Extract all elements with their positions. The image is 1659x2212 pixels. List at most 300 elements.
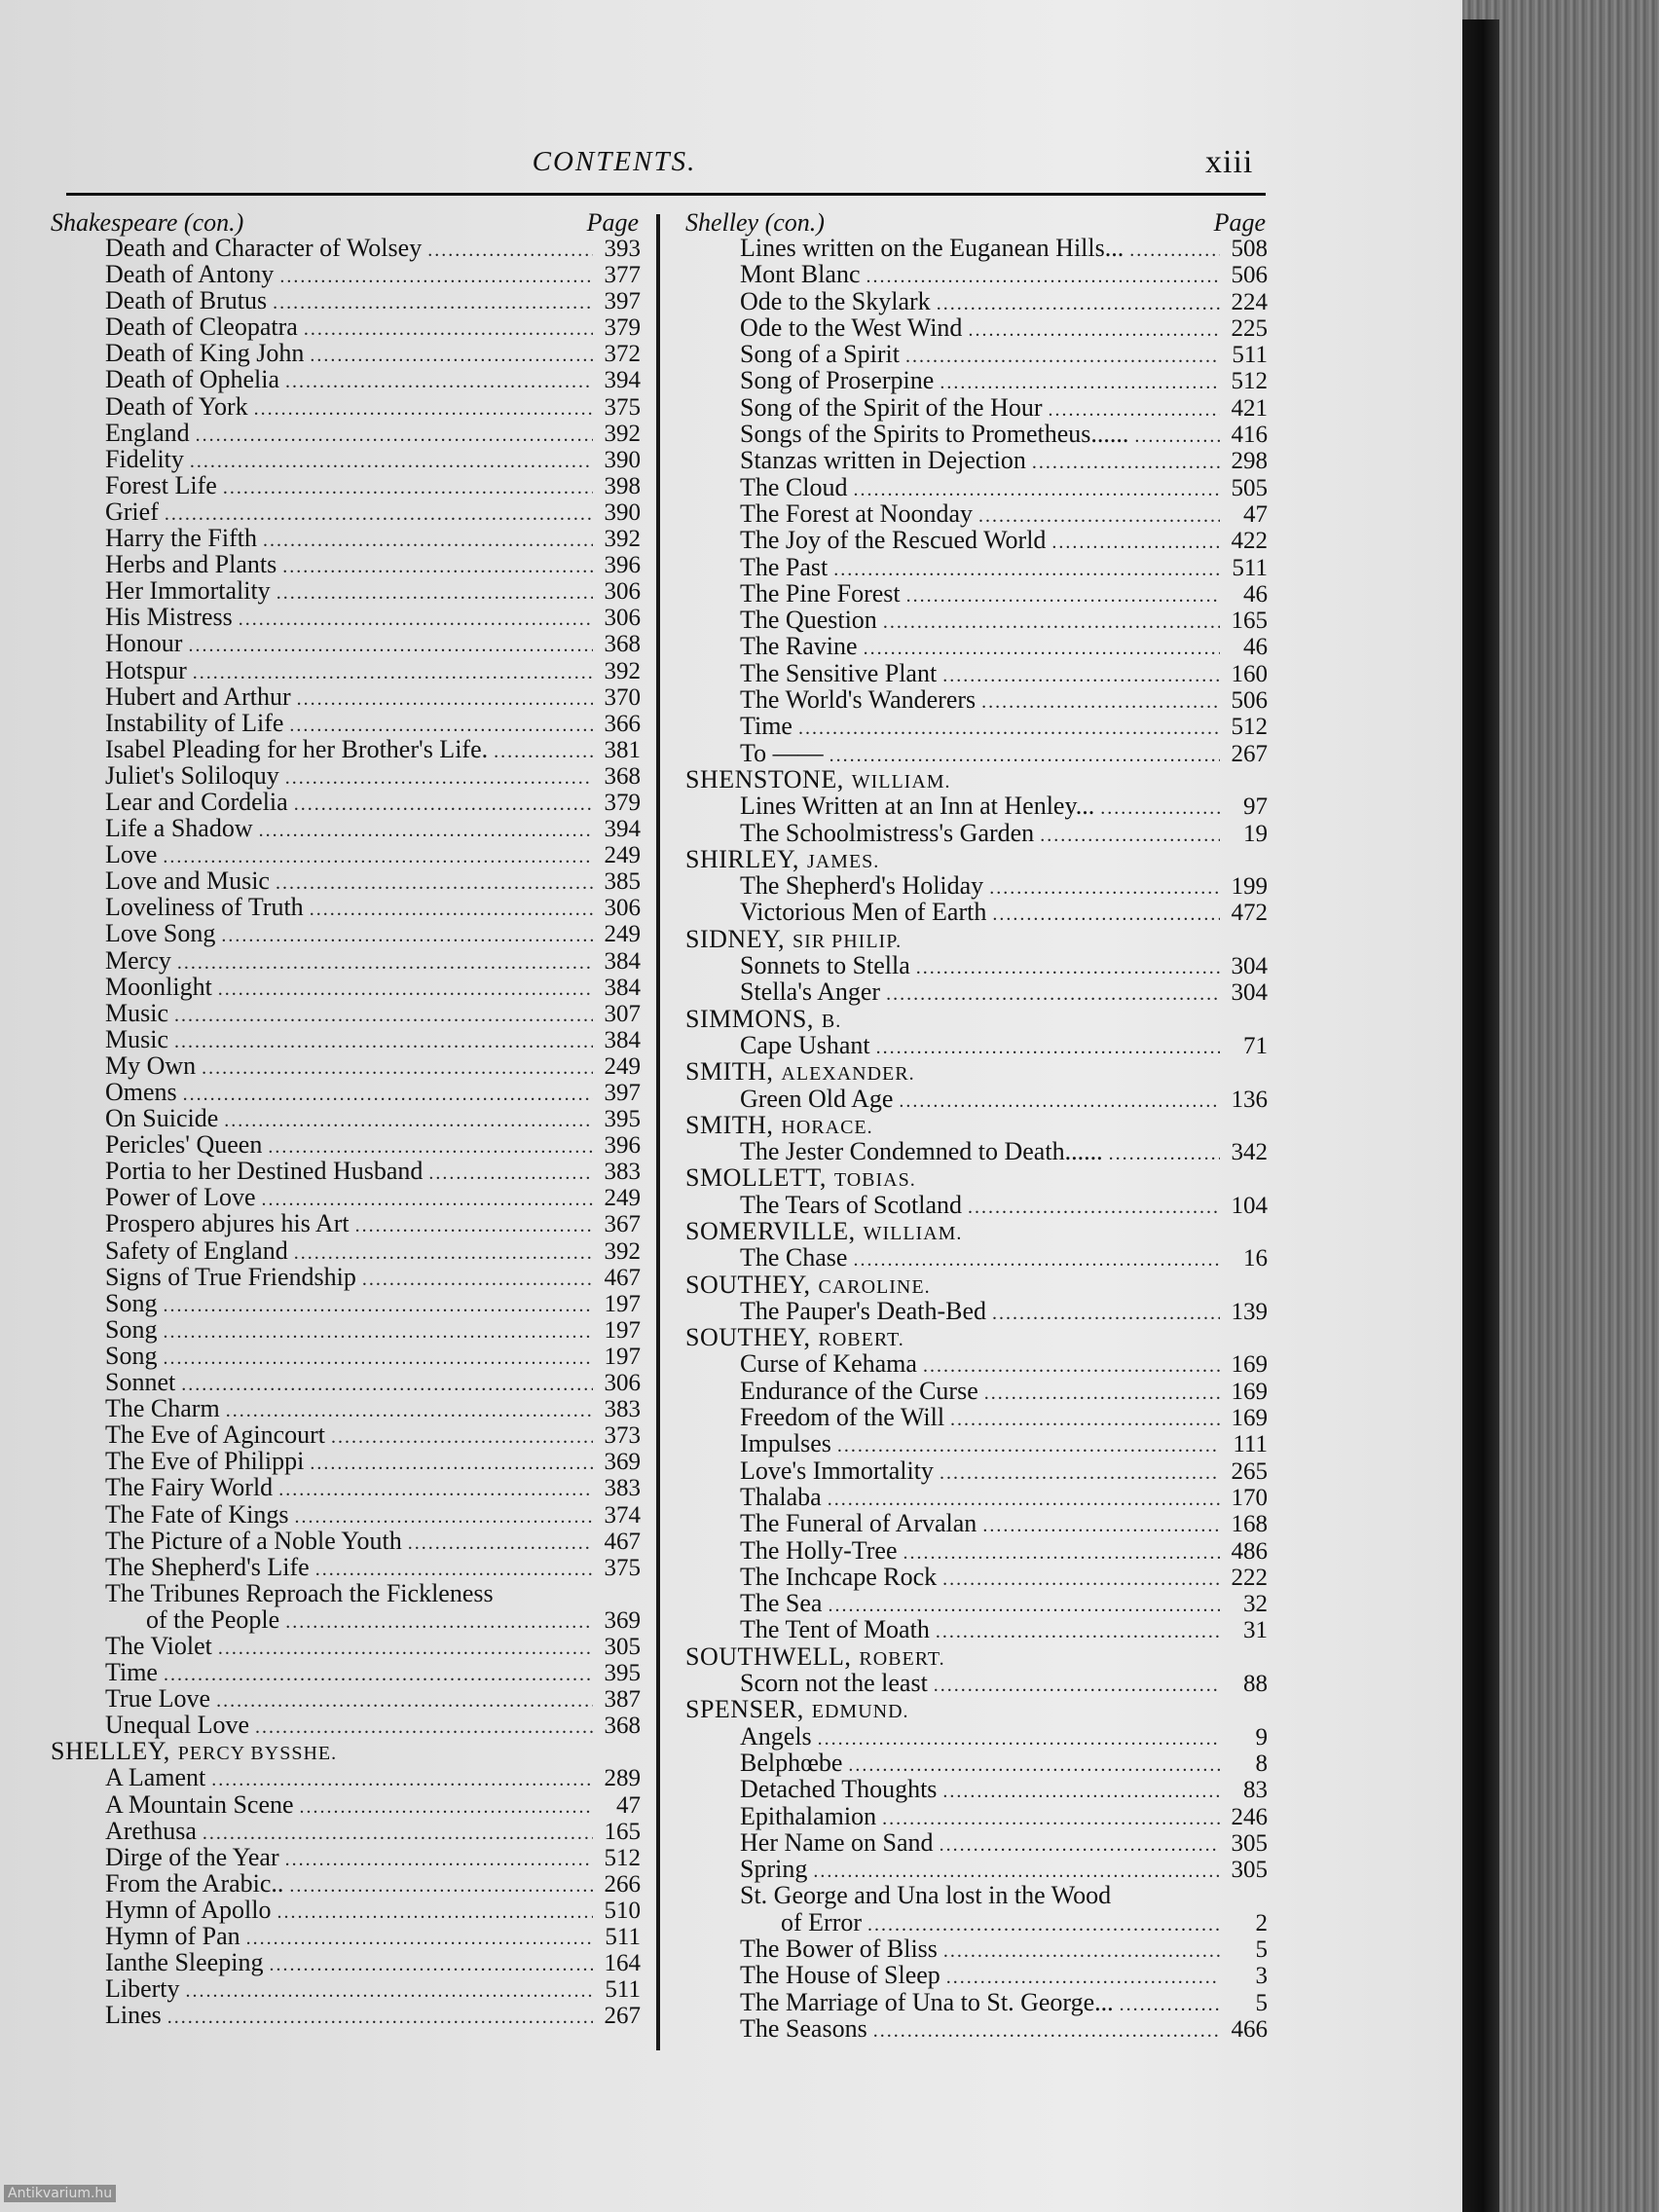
dot-leader xyxy=(310,343,593,369)
dot-leader xyxy=(276,580,593,607)
entry-title: The Shepherd's Holiday xyxy=(740,871,984,901)
entry-title: The Tribunes Reproach the Fickleness xyxy=(105,1578,494,1607)
entry-page-number: 305 xyxy=(1231,1829,1268,1857)
author-surname: SMITH, xyxy=(685,1057,774,1087)
dot-leader xyxy=(304,316,593,343)
toc-entry xyxy=(51,604,641,630)
entry-page-number: 168 xyxy=(1231,1511,1268,1538)
entry-page-number: 136 xyxy=(1231,1086,1268,1113)
author-given-name: PERCY BYSSHE. xyxy=(177,1743,338,1765)
toc-entry xyxy=(51,1343,641,1369)
entry-page-number: 165 xyxy=(1231,608,1268,635)
entry-title: Herbs and Plants xyxy=(105,550,277,579)
entry-title: Her Name on Sand xyxy=(740,1827,934,1857)
toc-entry xyxy=(685,820,1268,846)
dot-leader xyxy=(934,1673,1220,1699)
author-given-name: HORACE. xyxy=(781,1116,873,1138)
author-surname: SIMMONS, xyxy=(685,1004,814,1033)
entry-title: The Cloud xyxy=(740,472,848,501)
dot-leader xyxy=(1129,238,1220,264)
entry-page-number: 505 xyxy=(1231,474,1268,501)
toc-entry xyxy=(685,1138,1268,1164)
dot-leader xyxy=(886,981,1220,1008)
entry-title: Moonlight xyxy=(105,972,212,1001)
toc-entry xyxy=(685,314,1268,341)
toc-entry xyxy=(51,446,641,472)
entry-page-number: 197 xyxy=(604,1290,641,1317)
dot-leader xyxy=(285,1609,593,1636)
toc-entry xyxy=(685,1298,1268,1324)
toc-entry xyxy=(685,1192,1268,1218)
entry-page-number: 416 xyxy=(1231,422,1268,449)
toc-entry xyxy=(51,1131,641,1158)
entry-page-number: 289 xyxy=(604,1765,641,1792)
toc-entry xyxy=(685,235,1268,261)
entry-page-number: 47 xyxy=(1243,500,1268,528)
entry-page-number: 392 xyxy=(604,526,641,553)
dot-leader xyxy=(310,897,593,923)
entry-title: Death and Character of Wolsey xyxy=(105,234,423,262)
dot-leader xyxy=(853,1247,1220,1273)
author-surname: SOUTHEY, xyxy=(685,1323,811,1352)
entry-page-number: 374 xyxy=(604,1501,641,1529)
toc-entry xyxy=(685,1590,1268,1616)
entry-page-number: 9 xyxy=(1255,1723,1268,1751)
entry-title: His Mistress xyxy=(105,603,233,632)
right-column xyxy=(685,208,1268,2042)
toc-entry xyxy=(51,947,641,974)
right-entry-list xyxy=(685,235,1268,2042)
entry-page-number: 3 xyxy=(1255,1963,1268,1990)
entry-page-number: 267 xyxy=(604,2003,641,2030)
dot-leader xyxy=(297,686,593,713)
toc-entry xyxy=(51,287,641,313)
entry-page-number: 164 xyxy=(604,1950,641,1977)
author-surname: SHENSTONE, xyxy=(685,764,844,793)
entry-title: Music xyxy=(105,998,168,1027)
entry-title: Lines Written at an Inn at Henley... xyxy=(740,792,1095,821)
left-column-heading xyxy=(51,208,641,235)
dot-leader xyxy=(163,1319,593,1346)
entry-title: Juliet's Soliloquy xyxy=(105,760,279,790)
entry-page-number: 370 xyxy=(604,683,641,711)
entry-title: Forest Life xyxy=(105,470,217,499)
toc-entry xyxy=(51,551,641,577)
dot-leader xyxy=(167,2005,593,2031)
entry-title: The Sea xyxy=(740,1589,823,1618)
entry-page-number: 467 xyxy=(604,1528,641,1555)
toc-entry xyxy=(51,1870,641,1897)
entry-page-number: 225 xyxy=(1231,314,1268,342)
toc-entry xyxy=(51,1791,641,1818)
entry-page-number: 512 xyxy=(1231,714,1268,741)
entry-page-number: 511 xyxy=(1232,342,1268,369)
entry-title: On Suicide xyxy=(105,1104,219,1133)
entry-title: Hubert and Arthur xyxy=(105,682,291,711)
toc-entry xyxy=(51,1421,641,1448)
author-heading xyxy=(685,1006,1268,1032)
entry-title: Songs of the Spirits to Prometheus...... xyxy=(740,420,1129,449)
dot-leader xyxy=(259,818,593,844)
toc-entry xyxy=(51,261,641,287)
column-author-heading: Shelley (con.) xyxy=(685,208,825,237)
dot-leader xyxy=(285,765,593,792)
dot-leader xyxy=(936,1619,1220,1645)
entry-page-number: 306 xyxy=(604,895,641,922)
author-heading xyxy=(685,766,1268,793)
toc-entry xyxy=(685,1856,1268,1882)
dot-leader xyxy=(940,1460,1220,1487)
entry-page-number: 383 xyxy=(604,1159,641,1186)
dot-leader xyxy=(285,1847,593,1873)
author-heading xyxy=(51,1738,641,1764)
entry-page-number: 46 xyxy=(1243,580,1268,608)
entry-page-number: 384 xyxy=(604,1026,641,1053)
dot-leader xyxy=(1040,823,1220,849)
toc-entry xyxy=(685,1962,1268,1988)
toc-entry xyxy=(685,1989,1268,2015)
column-rule xyxy=(656,214,660,2050)
entry-title: From the Arabic.. xyxy=(105,1868,284,1898)
toc-entry xyxy=(51,1369,641,1395)
entry-title: Impulses xyxy=(740,1429,831,1458)
entry-title: The Picture of a Noble Youth xyxy=(105,1526,402,1555)
entry-page-number: 307 xyxy=(604,1000,641,1027)
dot-leader xyxy=(992,1301,1220,1327)
dot-leader xyxy=(294,792,593,818)
toc-entry xyxy=(685,1803,1268,1829)
toc-entry xyxy=(685,1750,1268,1776)
entry-title: Love xyxy=(105,840,158,869)
entry-page-number: 367 xyxy=(604,1211,641,1238)
dot-leader xyxy=(942,1567,1220,1593)
dot-leader xyxy=(942,663,1220,689)
entry-page-number: 199 xyxy=(1231,873,1268,901)
entry-page-number: 381 xyxy=(604,736,641,763)
dot-leader xyxy=(223,475,593,501)
entry-title: The Bower of Bliss xyxy=(740,1935,938,1963)
dot-leader xyxy=(218,977,593,1003)
entry-page-number: 390 xyxy=(604,446,641,473)
toc-entry xyxy=(685,1882,1268,1908)
entry-page-number: 197 xyxy=(604,1343,641,1370)
toc-entry xyxy=(51,657,641,683)
dot-leader xyxy=(408,1530,593,1557)
entry-title: Lear and Cordelia xyxy=(105,787,288,816)
toc-entry xyxy=(685,978,1268,1005)
entry-title: Fidelity xyxy=(105,444,184,473)
entry-page-number: 46 xyxy=(1243,634,1268,661)
entry-title: The Inchcape Rock xyxy=(740,1562,938,1591)
entry-page-number: 160 xyxy=(1231,660,1268,687)
toc-entry xyxy=(51,313,641,340)
entry-title: Scorn not the least xyxy=(740,1669,928,1698)
entry-title: St. George and Una lost in the Wood xyxy=(740,1881,1112,1910)
toc-entry xyxy=(51,762,641,789)
entry-page-number: 394 xyxy=(604,816,641,843)
entry-page-number: 249 xyxy=(604,921,641,948)
entry-page-number: 379 xyxy=(604,789,641,816)
dot-leader xyxy=(798,716,1220,742)
dot-leader xyxy=(992,902,1220,928)
entry-page-number: 398 xyxy=(604,472,641,499)
entry-page-number: 97 xyxy=(1243,793,1268,821)
entry-title: Angels xyxy=(740,1721,812,1751)
entry-title: True Love xyxy=(105,1684,211,1714)
entry-page-number: 396 xyxy=(604,552,641,579)
entry-title: Pericles' Queen xyxy=(105,1130,263,1160)
toc-entry xyxy=(685,1244,1268,1271)
author-heading xyxy=(685,1218,1268,1244)
header-rule xyxy=(66,193,1266,196)
entry-page-number: 249 xyxy=(604,1052,641,1080)
toc-entry xyxy=(51,920,641,946)
entry-page-number: 508 xyxy=(1231,236,1268,262)
entry-title: Instability of Life xyxy=(105,708,284,737)
author-surname: SOUTHWELL, xyxy=(685,1641,852,1671)
entry-page-number: 397 xyxy=(604,288,641,315)
entry-title: Epithalamion xyxy=(740,1801,877,1830)
toc-entry xyxy=(51,1000,641,1026)
toc-entry xyxy=(51,867,641,894)
entry-title: A Mountain Scene xyxy=(105,1789,294,1819)
entry-title: Cape Ushant xyxy=(740,1030,870,1059)
author-surname: SIDNEY, xyxy=(685,924,785,953)
toc-entry xyxy=(685,367,1268,393)
entry-page-number: 249 xyxy=(604,1185,641,1212)
entry-title: Freedom of the Will xyxy=(740,1403,945,1432)
dot-leader xyxy=(218,1636,593,1662)
toc-entry xyxy=(685,2015,1268,2042)
dot-leader xyxy=(1032,450,1220,476)
toc-entry xyxy=(685,952,1268,978)
toc-entry xyxy=(51,1528,641,1554)
author-given-name: ROBERT. xyxy=(818,1329,904,1351)
entry-title: Lines written on the Euganean Hills... xyxy=(740,234,1124,262)
entry-page-number: 384 xyxy=(604,947,641,975)
entry-title: Song xyxy=(105,1341,158,1370)
toc-entry xyxy=(685,633,1268,659)
dot-leader xyxy=(174,1003,593,1029)
entry-title: Power of Love xyxy=(105,1183,256,1212)
toc-entry xyxy=(51,1316,641,1343)
toc-entry xyxy=(685,1616,1268,1642)
dot-leader xyxy=(950,1407,1220,1433)
book-cover-edge xyxy=(1458,19,1499,2212)
entry-title: Loveliness of Truth xyxy=(105,893,304,922)
toc-entry xyxy=(51,1474,641,1500)
entry-page-number: 375 xyxy=(604,1554,641,1581)
toc-entry xyxy=(685,1404,1268,1430)
author-heading xyxy=(685,1272,1268,1298)
dot-leader xyxy=(1120,1992,1220,2018)
entry-title: My Own xyxy=(105,1051,197,1080)
author-heading xyxy=(685,926,1268,952)
toc-entry xyxy=(685,1457,1268,1484)
dot-leader xyxy=(273,290,593,316)
author-surname: SMOLLETT, xyxy=(685,1163,827,1193)
entry-page-number: 2 xyxy=(1255,1909,1268,1936)
entry-page-number: 368 xyxy=(604,631,641,658)
toc-entry xyxy=(51,340,641,366)
entry-page-number: 111 xyxy=(1233,1431,1268,1458)
toc-entry xyxy=(51,1633,641,1659)
dot-leader xyxy=(278,1477,593,1503)
entry-page-number: 506 xyxy=(1231,262,1268,289)
entry-page-number: 267 xyxy=(1231,740,1268,767)
toc-entry xyxy=(51,1580,641,1606)
dot-leader xyxy=(255,1714,593,1741)
entry-page-number: 506 xyxy=(1231,687,1268,715)
entry-title: Death of King John xyxy=(105,339,305,368)
toc-entry xyxy=(685,1430,1268,1456)
entry-page-number: 472 xyxy=(1231,900,1268,927)
author-given-name: WILLIAM. xyxy=(863,1222,963,1244)
dot-leader xyxy=(246,1926,593,1952)
entry-title: Unequal Love xyxy=(105,1711,250,1740)
page-column-label: Page xyxy=(1213,208,1266,237)
dot-leader xyxy=(269,1952,593,1978)
toc-entry xyxy=(685,1350,1268,1377)
dot-leader xyxy=(282,554,593,580)
entry-page-number: 83 xyxy=(1243,1777,1268,1804)
entry-page-number: 368 xyxy=(604,762,641,790)
entry-page-number: 393 xyxy=(604,236,641,262)
entry-page-number: 511 xyxy=(605,1976,641,2004)
entry-title: The Fairy World xyxy=(105,1473,274,1502)
entry-title: The Fate of Kings xyxy=(105,1499,289,1529)
author-given-name: ALEXANDER. xyxy=(781,1063,915,1086)
running-title: CONTENTS. xyxy=(532,146,697,177)
entry-page-number: 306 xyxy=(604,578,641,606)
entry-title: The World's Wanderers xyxy=(740,685,977,715)
dot-leader xyxy=(427,238,593,264)
entry-title: Love Song xyxy=(105,919,216,948)
author-given-name: JAMES. xyxy=(806,850,880,872)
toc-entry xyxy=(685,474,1268,500)
entry-title: Ianthe Sleeping xyxy=(105,1948,264,1977)
entry-title: Her Immortality xyxy=(105,576,271,606)
toc-entry xyxy=(685,1829,1268,1856)
entry-title: Arethusa xyxy=(105,1816,197,1845)
author-heading xyxy=(685,1324,1268,1350)
toc-entry xyxy=(685,261,1268,287)
entry-page-number: 305 xyxy=(604,1633,641,1660)
entry-page-number: 222 xyxy=(1231,1564,1268,1591)
entry-title: Harry the Fifth xyxy=(105,524,257,553)
toc-entry xyxy=(51,1290,641,1316)
entry-page-number: 224 xyxy=(1231,288,1268,315)
toc-entry xyxy=(685,713,1268,739)
toc-entry xyxy=(51,1554,641,1580)
entry-title: The Seasons xyxy=(740,2013,867,2043)
toc-entry xyxy=(51,736,641,762)
entry-title: Life a Shadow xyxy=(105,814,253,843)
entry-title: Mercy xyxy=(105,945,171,975)
dot-leader xyxy=(174,1029,593,1055)
dot-leader xyxy=(362,1267,593,1293)
dot-leader xyxy=(263,528,593,554)
entry-title: The Tent of Moath xyxy=(740,1615,930,1644)
toc-entry xyxy=(51,1105,641,1131)
toc-entry xyxy=(51,366,641,392)
entry-title: The Schoolmistress's Garden xyxy=(740,818,1035,847)
author-surname: SHELLEY, xyxy=(51,1737,170,1766)
entry-page-number: 511 xyxy=(1232,554,1268,581)
toc-entry xyxy=(685,1537,1268,1564)
author-surname: SHIRLEY, xyxy=(685,844,799,873)
toc-entry xyxy=(685,1086,1268,1112)
toc-entry xyxy=(51,630,641,656)
entry-title: The Forest at Noonday xyxy=(740,498,974,528)
toc-entry xyxy=(685,740,1268,766)
dot-leader xyxy=(873,2018,1220,2045)
toc-entry xyxy=(685,1564,1268,1590)
entry-page-number: 5 xyxy=(1255,1989,1268,2016)
dot-leader xyxy=(899,1088,1220,1115)
dot-leader xyxy=(310,1451,593,1477)
toc-entry xyxy=(685,447,1268,473)
author-given-name: WILLIAM. xyxy=(851,770,951,793)
author-given-name: SIR PHILIP. xyxy=(792,930,903,952)
entry-page-number: 379 xyxy=(604,314,641,342)
entry-title: Portia to her Destined Husband xyxy=(105,1157,424,1186)
entry-page-number: 510 xyxy=(604,1897,641,1924)
entry-title: Isabel Pleading for her Brother's Life. xyxy=(105,734,489,763)
entry-page-number: 304 xyxy=(1231,953,1268,980)
toc-entry xyxy=(685,394,1268,421)
page-number: xiii xyxy=(1205,144,1254,180)
toc-entry xyxy=(51,1659,641,1685)
entry-title: of Error xyxy=(781,1907,863,1936)
author-surname: SPENSER, xyxy=(685,1695,804,1724)
dot-leader xyxy=(968,317,1220,344)
toc-entry xyxy=(685,1510,1268,1536)
toc-entry xyxy=(51,789,641,815)
dot-leader xyxy=(331,1424,593,1451)
entry-page-number: 385 xyxy=(604,868,641,896)
entry-title: The Marriage of Una to St. George... xyxy=(740,1987,1114,2016)
dot-leader xyxy=(876,1035,1220,1061)
toc-entry xyxy=(51,1079,641,1105)
toc-entry xyxy=(51,235,641,261)
dot-leader xyxy=(254,396,593,423)
toc-entry xyxy=(685,341,1268,367)
entry-page-number: 5 xyxy=(1255,1936,1268,1963)
entry-title: Omens xyxy=(105,1078,177,1106)
dot-leader xyxy=(164,1662,593,1688)
dot-leader xyxy=(276,1899,593,1926)
right-column-heading xyxy=(685,208,1268,235)
entry-title: Death of York xyxy=(105,391,248,421)
entry-title: The Past xyxy=(740,552,829,581)
left-column xyxy=(51,208,641,2028)
entry-page-number: 305 xyxy=(1231,1857,1268,1884)
dot-leader xyxy=(943,1938,1220,1965)
entry-page-number: 512 xyxy=(1231,368,1268,395)
toc-entry xyxy=(685,288,1268,314)
entry-title: The Pine Forest xyxy=(740,578,901,608)
entry-page-number: 165 xyxy=(604,1818,641,1845)
entry-title: Lines xyxy=(105,2001,162,2030)
entry-page-number: 306 xyxy=(604,605,641,632)
toc-entry xyxy=(51,894,641,920)
entry-title: The Pauper's Death-Bed xyxy=(740,1296,987,1325)
toc-entry xyxy=(685,1776,1268,1802)
dot-leader xyxy=(906,583,1220,609)
toc-entry xyxy=(685,527,1268,553)
watermark: Antikvarium.hu xyxy=(4,2185,116,2202)
